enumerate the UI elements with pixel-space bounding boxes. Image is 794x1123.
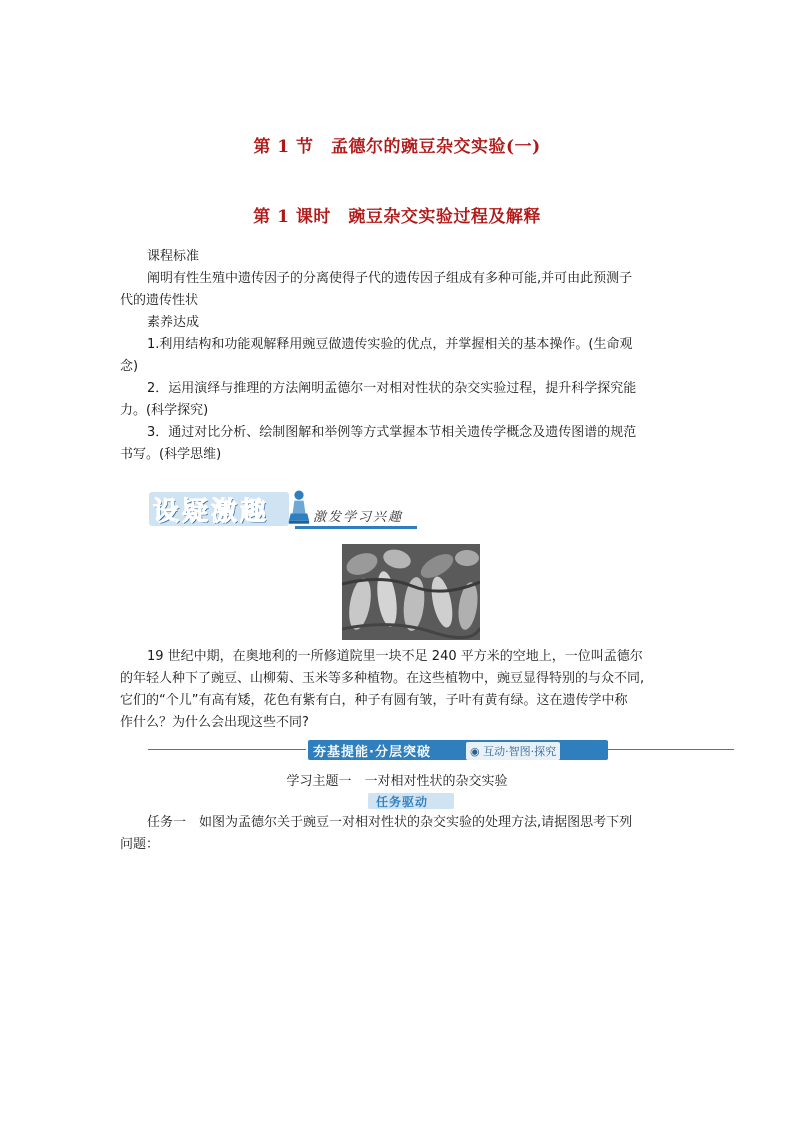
goal-1-b: 念) (120, 359, 139, 374)
inquiry-banner (145, 488, 420, 532)
section-bar-title: 夯基提能·分层突破 (313, 745, 431, 760)
standards-block (120, 246, 674, 466)
task-line-1: 任务一 如图为孟德尔关于豌豆一对相对性状的杂交实验的处理方法,请据图思考下列 (147, 815, 633, 830)
inquiry-banner-title: 设疑激趣 (153, 497, 270, 527)
intro-line-2: 的年轻人种下了豌豆、山柳菊、玉米等多种植物。在这些植物中，豌豆显得特别的与众不同, (120, 671, 645, 686)
task-line-2: 问题： (120, 837, 160, 852)
standards-text-1: 阐明有性生殖中遗传因子的分离使得子代的遗传因子组成有多种可能,并可由此预测子 (147, 271, 633, 286)
task-badge (368, 793, 454, 809)
section-bar-line-left (148, 749, 306, 750)
section-title: 第 1 节 孟德尔的豌豆杂交实验(一) (253, 137, 541, 157)
pea-pods-photo (342, 544, 480, 640)
goal-2-a: 2．运用演绎与推理的方法阐明孟德尔一对相对性状的杂交实验过程，提升科学探究能 (147, 381, 637, 396)
inquiry-banner-subtitle: 激发学习兴趣 (313, 510, 404, 525)
intro-line-1: 19 世纪中期，在奥地利的一所修道院里一块不足 240 平方米的空地上，一位叫孟德尔 (147, 649, 643, 664)
goal-3-b: 书写。(科学思维) (120, 447, 222, 462)
literacy-heading: 素养达成 (147, 315, 200, 330)
inquiry-banner-underline (295, 526, 417, 529)
task-paragraph (120, 812, 674, 856)
goal-2-b: 力。(科学探究) (120, 403, 209, 418)
task-badge-label: 任务驱动 (376, 795, 429, 809)
section-bar-subtitle: ◉ 互动·智图·探究 (466, 742, 560, 760)
goal-3-a: 3．通过对比分析、绘制图解和举例等方式掌握本节相关遗传学概念及遗传图谱的规范 (147, 425, 637, 440)
section-bar (148, 740, 734, 760)
standards-text-2: 代的遗传性状 (120, 293, 199, 308)
lesson-title: 第 1 课时 豌豆杂交实验过程及解释 (253, 207, 541, 227)
topic-heading: 学习主题一 一对相对性状的杂交实验 (286, 774, 508, 789)
pea-pods-image (342, 544, 480, 640)
section-bar-line-right (573, 749, 734, 750)
intro-paragraph (120, 646, 674, 734)
standards-heading: 课程标准 (147, 249, 200, 264)
reading-person-icon (287, 488, 311, 528)
goal-1-a: 1.利用结构和功能观解释用豌豆做遗传实验的优点，并掌握相关的基本操作。(生命观 (147, 337, 633, 352)
intro-line-3: 它们的“个儿”有高有矮，花色有紫有白，种子有圆有皱，子叶有黄有绿。这在遗传学中称 (120, 693, 628, 708)
intro-line-4: 作什么？为什么会出现这些不同? (120, 715, 309, 730)
